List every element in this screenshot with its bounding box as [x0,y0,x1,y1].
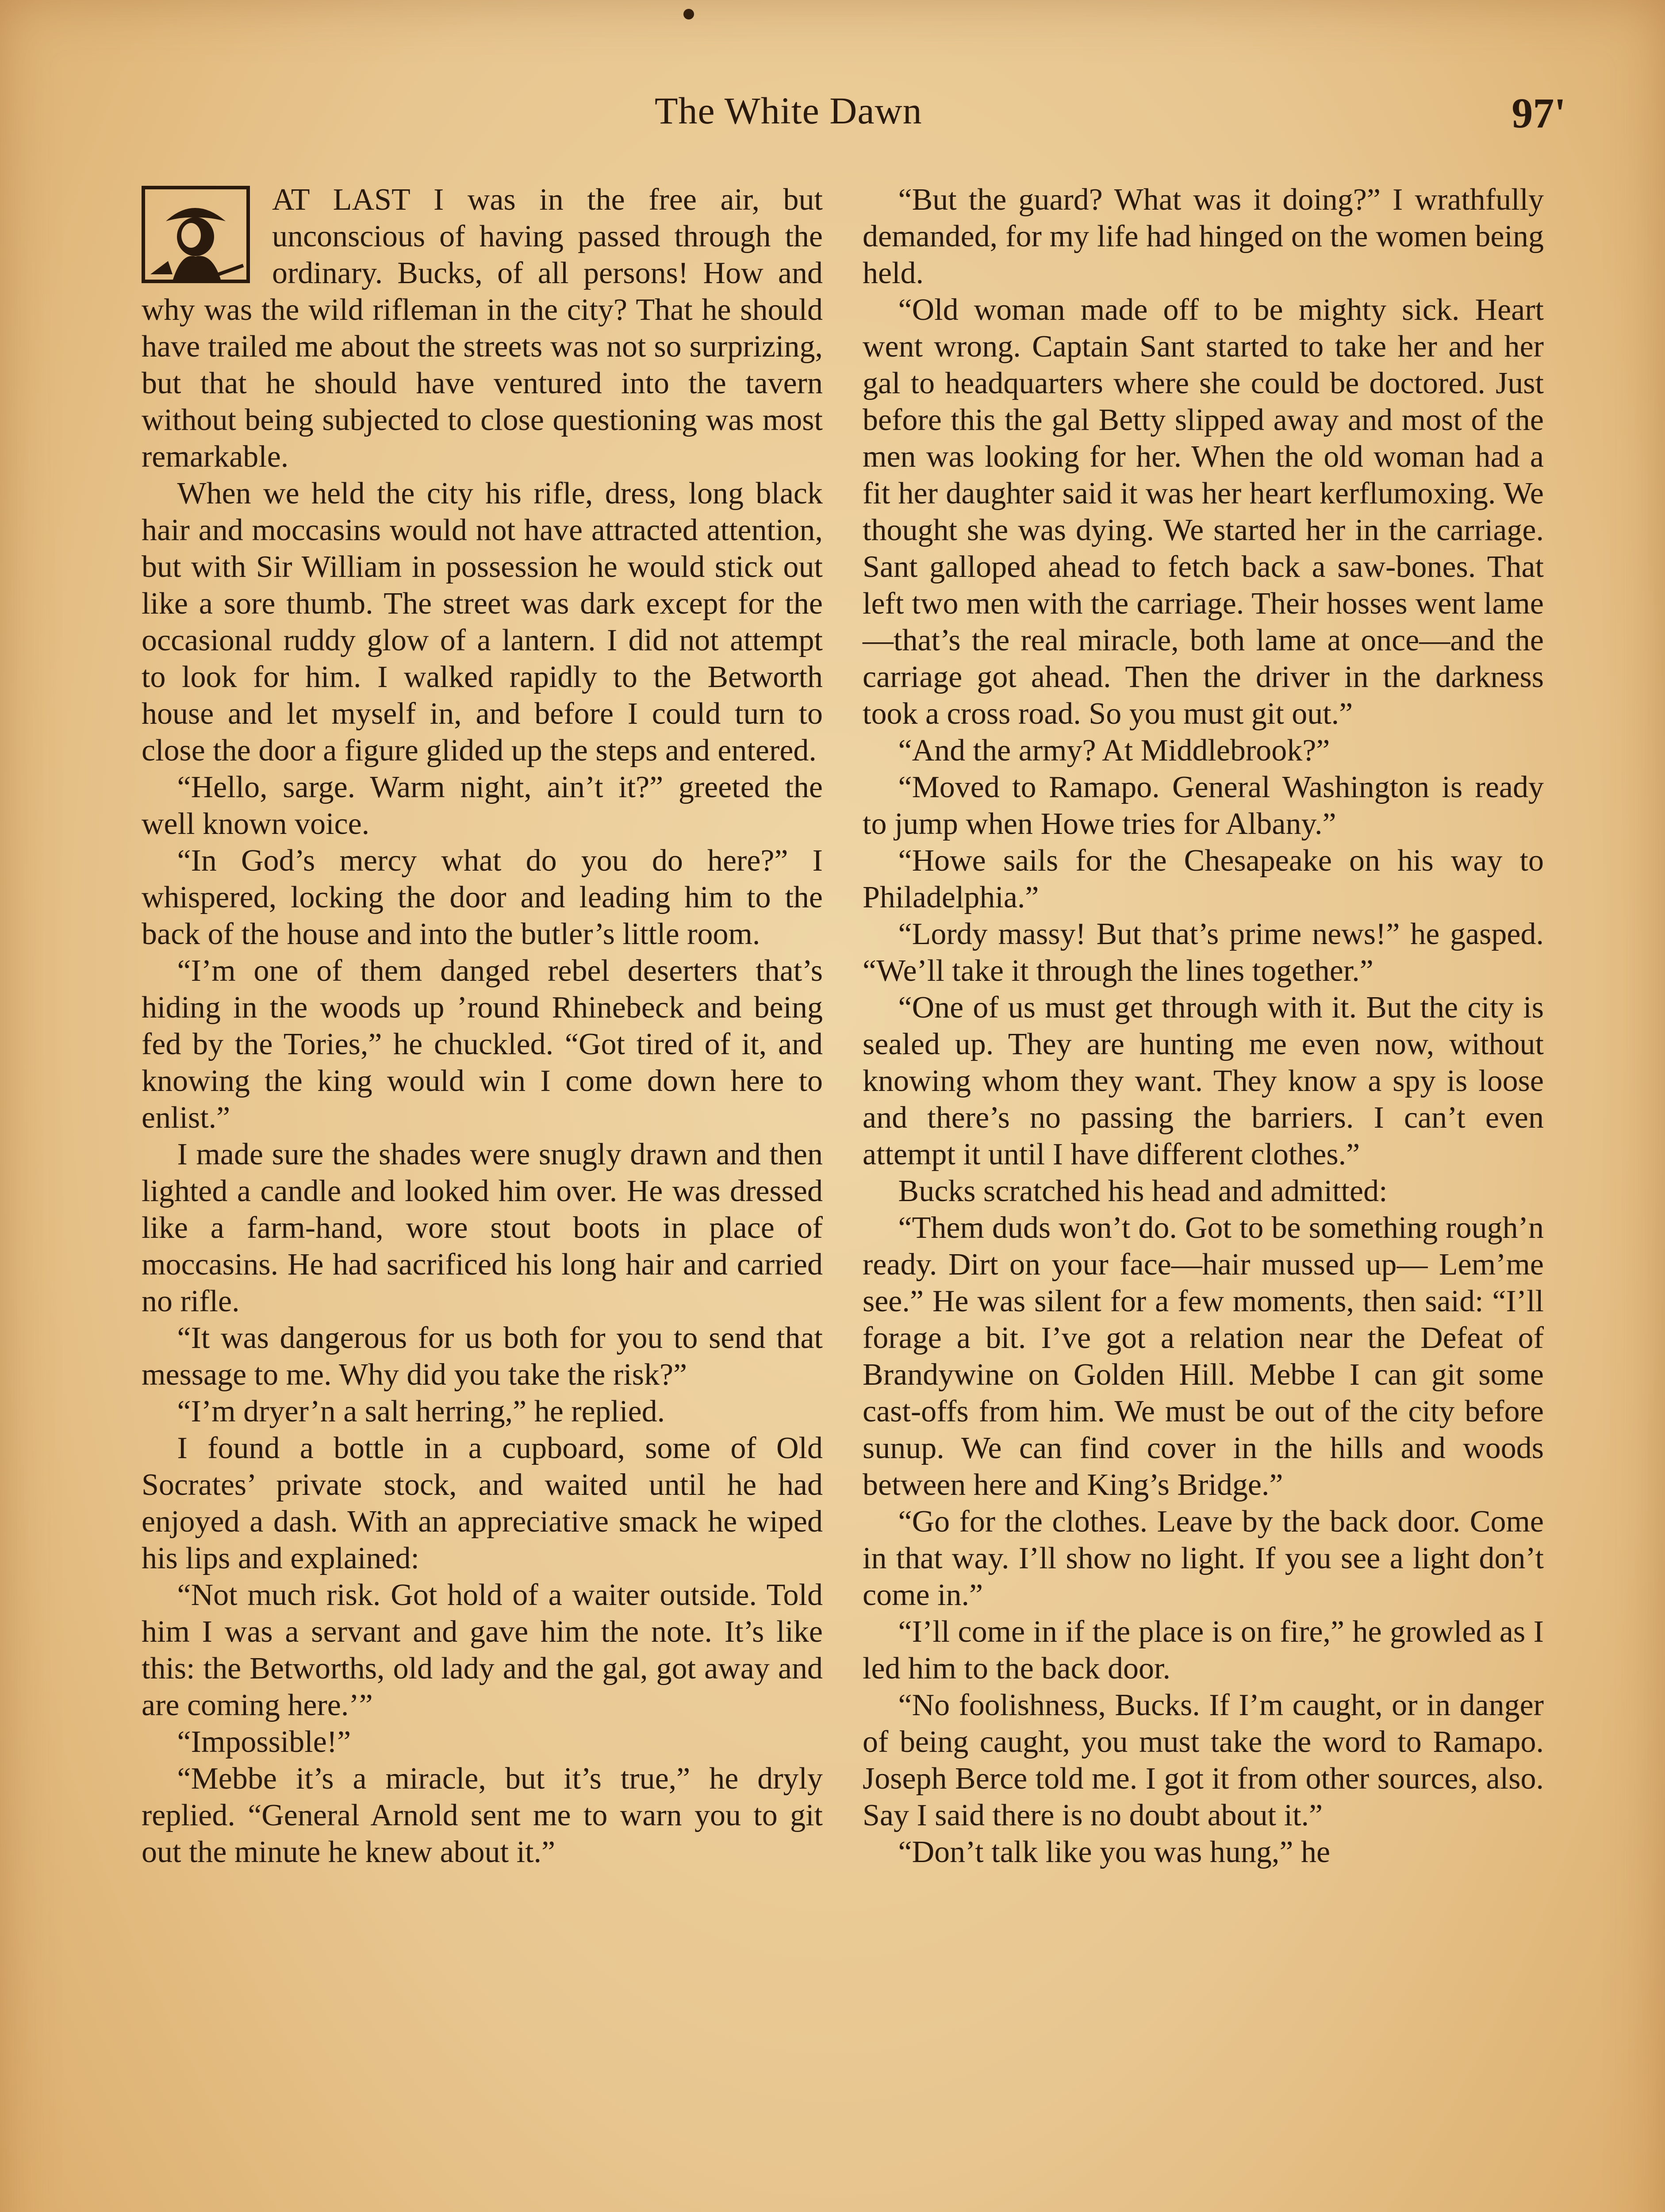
right-column [863,181,1544,1870]
paragraph: “One of us must get through with it. But the city is sealed up. They are hunting me even now, without knowing whom they want. They know a spy is loose and there’s no passing the barriers. I can’t even attempt it until I have different clothes.” [863,991,1544,1171]
paragraph: “Go for the clothes. Leave by the back door. Come in that way. I’ll show no light. If you see a light don’t come in.” [863,1505,1544,1612]
paragraph: “Mebbe it’s a miracle, but it’s true,” he dryly replied. “General Arnold sent me to warn you to git out the minute he knew about it.” [142,1762,823,1869]
paragraph: When we held the city his rifle, dress, long black hair and moccasins would not have attracted attention, but with Sir William in possession he would stick out like a sore thumb. The street was dark except for the occasional ruddy glow of a lantern. I did not attempt to look for him. I walked rapidly to the Betworth house and let myself in, and before I could turn to close the door a figure glided up the steps and entered. [142,476,823,768]
drop-cap-illustration [142,186,250,283]
page-number: 97' [1512,89,1566,137]
left-column [142,181,823,1870]
paragraph: “I’m dryer’n a salt herring,” he replied. [177,1394,665,1429]
paragraph: I made sure the shades were snugly drawn and then lighted a candle and looked him over. He was dressed like a farm-hand, wore stout boots in place of moccasins. He had sacrificed his long hair and carried no rifle. [142,1137,823,1318]
pirate-head-icon [142,186,250,283]
paragraph: “Them duds won’t do. Got to be something rough’n ready. Dirt on your face—hair mussed up— Lem’me see.” He was silent for a few moments, then said: “I’ll forage a bit. I’ve got a relation near the Defeat of Brandywine on Golden Hill. Mebbe I can git some cast-offs from him. We must be out of the city before sunup. We can find cover in the hills and woods between here and King’s Bridge.” [863,1211,1544,1502]
paragraph: Bucks scratched his head and admitted: [898,1174,1388,1208]
paragraph: AT LAST I was in the free air, but unconscious of having passed through the ordinary. Bucks, of all persons! How and why was the wild rifleman in the city? That he should have trailed me about the streets was not so surprizing, but that he should have ventured into the tavern without being subjected to close questioning was most remarkable. [142,183,823,474]
paragraph: “Howe sails for the Chesapeake on his way to Philadelphia.” [863,844,1544,914]
paragraph: “Don’t talk like you was hung,” he [898,1835,1331,1869]
paragraph: “I’ll come in if the place is on fire,” he growled as I led him to the back door. [863,1615,1544,1686]
paragraph: “And the army? At Middlebrook?” [898,733,1330,768]
paragraph: “No foolishness, Bucks. If I’m caught, or in danger of being caught, you must take the word to Ramapo. Joseph Berce told me. I got it from other sources, also. Say I said there is no doubt about it.” [863,1688,1544,1832]
paragraph: I found a bottle in a cupboard, some of Old Socrates’ private stock, and waited until he had enjoyed a dash. With an appreciative smack he wiped his lips and explained: [142,1431,823,1575]
top-ink-dot [683,9,694,19]
running-title: The White Dawn [655,89,922,132]
paragraph: “In God’s mercy what do you do here?” I whispered, locking the door and leading him to the back of the house and into the butler’s little room. [142,844,823,951]
paragraph: “Not much risk. Got hold of a waiter outside. Told him I was a servant and gave him the note. It’s like this: the Betworths, old lady and the gal, got away and are coming here.’” [142,1578,823,1722]
paragraph: “I’m one of them danged rebel deserters that’s hiding in the woods up ’round Rhinebeck and being fed by the Tories,” he chuckled. “Got tired of it, and knowing the king would win I come down here to enlist.” [142,954,823,1135]
paragraph: “Impossible!” [177,1725,351,1759]
paragraph: “Lordy massy! But that’s prime news!” he gasped. “We’ll take it through the lines together.” [863,917,1544,988]
paragraph: “It was dangerous for us both for you to send that message to me. Why did you take the risk?” [142,1321,823,1392]
paragraph: “Moved to Ramapo. General Washington is ready to jump when Howe tries for Albany.” [863,770,1544,841]
paragraph: “Hello, sarge. Warm night, ain’t it?” greeted the well known voice. [142,770,823,841]
paragraph: “Old woman made off to be mighty sick. Heart went wrong. Captain Sant started to take her and her gal to headquarters where she could be doctored. Just before this the gal Betty slipped away and most of the men was looking for her. When the old woman had a fit her daughter said it was her heart kerflumoxing. We thought she was dying. We started her in the carriage. Sant galloped ahead to fetch back a saw-bones. That left two men with the carriage. Their hosses went lame—that’s the real miracle, both lame at once—and the carriage got ahead. Then the driver in the darkness took a cross road. So you must git out.” [863,293,1544,731]
paragraph: “But the guard? What was it doing?” I wrathfully demanded, for my life had hinged on the women being held. [863,183,1544,290]
